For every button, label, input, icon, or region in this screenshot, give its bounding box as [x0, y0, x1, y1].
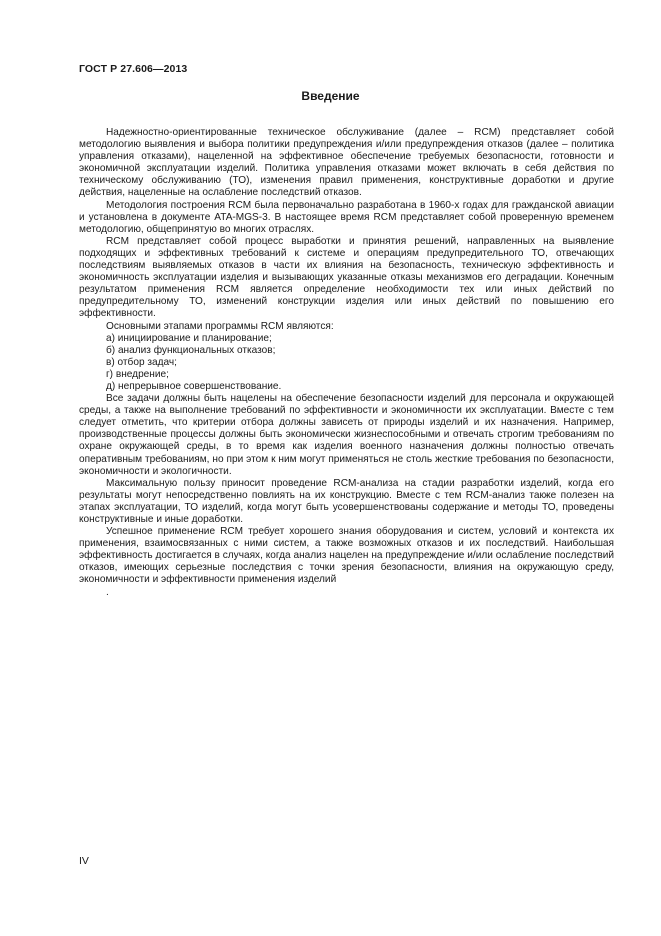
paragraph: Основными этапами программы RCM являются: — [106, 320, 334, 332]
list-item: а) инициирование и планирование; — [106, 332, 272, 344]
list-item: г) внедрение; — [106, 368, 169, 380]
list-item: в) отбор задач; — [106, 356, 177, 368]
paragraph: Успешное применение RCM требует хорошего знания оборудования и систем, условий и контекста их применения, взаимосвязанных с ними систем, а также возможных отказов и их последствий. Наибольшая эффективность достигается в случаях, когда анализ нацелен на предупреждение и/или ослабление последствий отказов, имеющих серьезные последствия с точки зрения безопасности, влияния на окружающую среду, экономичности и эффективности применения изделий — [79, 526, 614, 586]
paragraph: Надежностно-ориентированные техническое обслуживание (далее – RCM) представляет собой методологию выявления и выбора политики предупреждения и/или предупреждения отказов (далее – политика управления отказами), нацеленной на эффективное обеспечение требуемых безопасности, готовности и экономичной эксплуатации изделий. Политика управления отказами может включать в себя действия по техническому обслуживанию (ТО), изменения правил применения, конструктивные доработки и другие действия, нацеленные на ослабление последствий отказов. — [79, 127, 614, 199]
document-body — [79, 127, 614, 599]
section-title: Введение — [301, 89, 360, 103]
trailing-mark: . — [106, 586, 109, 598]
paragraph: Все задачи должны быть нацелены на обеспечение безопасности изделий для персонала и окружающей среды, а также на выполнение требований по эффективности и экономичности их эксплуатации. Вместе с тем следует отметить, что критерии отбора должны зависеть от природы изделий и их назначения. Например, производственные процессы должны быть экономически жизнеспособными и отвечать строгим требованиям по охране окружающей среды, в то время как изделия военного назначения должны полностью отвечать оперативным требованиям, но при этом к ним могут применяться не столь жесткие требования по безопасности, экономичности и экологичности. — [79, 393, 614, 477]
list-item: д) непрерывное совершенствование. — [106, 380, 282, 392]
paragraph: Максимальную пользу приносит проведение RCM-анализа на стадии разработки изделий, когда его результаты могут непосредственно повлиять на их конструкцию. Вместе с тем RCM-анализ также полезен на этапах эксплуатации, ТО изделий, когда могут быть усовершенствованы содержание и методы ТО, проведены конструктивные и иные доработки. — [79, 477, 614, 525]
paragraph: RCM представляет собой процесс выработки и принятия решений, направленных на выявление подходящих и эффективных требований к системе и операциям предупредительного ТО, отвечающих последствиям выявляемых отказов в части их влияния на безопасность, техническую эффективность и экономичность эксплуатации изделия и вызывающих указанные отказы механизмов его деградации. Конечным результатом применения RCM является определение необходимости тех или иных действий по предупредительному ТО, изменений конструкции изделия или иных действий по повышению его эффективности. — [79, 235, 614, 320]
page-number: IV — [79, 855, 89, 867]
list-item: б) анализ функциональных отказов; — [106, 344, 276, 356]
paragraph: Методология построения RCM была первоначально разработана в 1960-х годах для гражданской авиации и установлена в документе ATA-MGS-3. В настоящее время RCM представляет собой проверенную временем методологию, общепринятую во многих отраслях. — [79, 199, 614, 235]
document-header: ГОСТ Р 27.606—2013 — [79, 63, 188, 75]
